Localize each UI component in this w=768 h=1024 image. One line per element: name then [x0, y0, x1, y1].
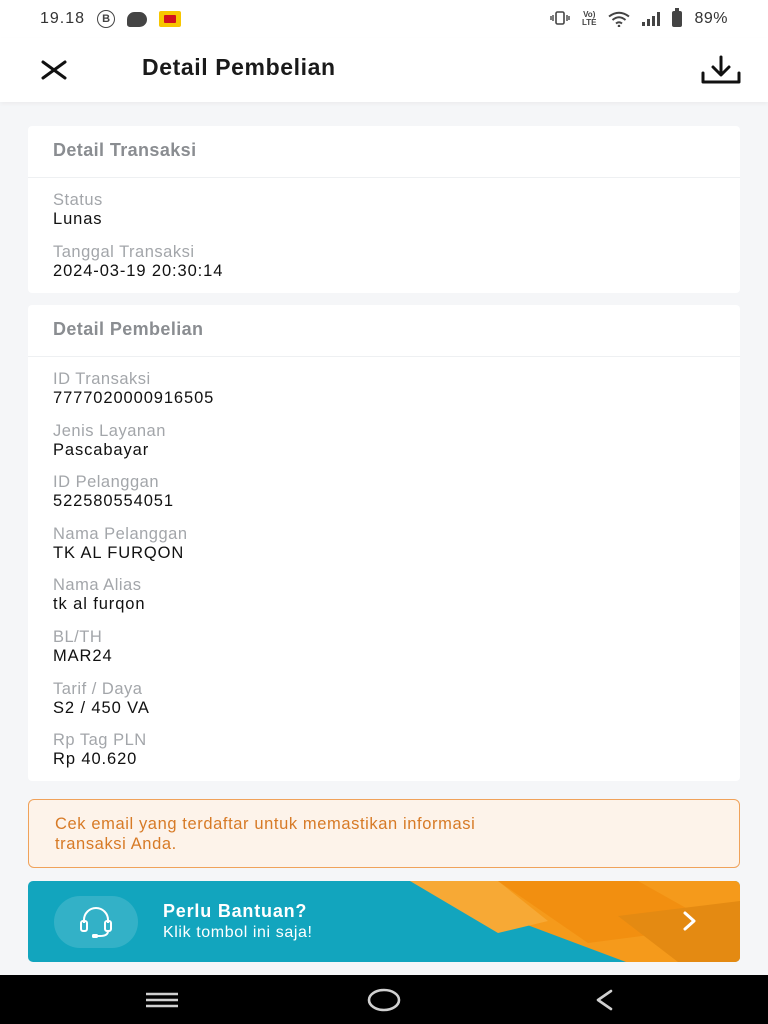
field-label: Nama Pelanggan — [53, 524, 188, 543]
battery-percentage: 89% — [694, 10, 728, 27]
recents-button[interactable] — [142, 985, 182, 1015]
download-button[interactable] — [698, 52, 744, 88]
purchase-detail-card — [28, 305, 740, 781]
status-right — [550, 10, 728, 28]
field-label: ID Pelanggan — [53, 473, 159, 492]
notice-line-1: Cek email yang terdaftar untuk memastikan informasi — [55, 815, 476, 833]
app-bar — [0, 38, 768, 102]
field-value: Rp 40.620 — [53, 750, 138, 769]
help-subtitle: Klik tombol ini saja! — [163, 924, 313, 941]
recents-icon — [144, 990, 180, 1010]
field-label: Status — [53, 191, 103, 209]
field-label: Rp Tag PLN — [53, 731, 147, 750]
field-value: 522580554051 — [53, 492, 174, 511]
field-label: BL/TH — [53, 627, 103, 646]
back-icon — [592, 988, 616, 1012]
page-title: Detail Pembelian — [142, 54, 336, 80]
field-period — [53, 627, 740, 679]
field-service-type — [53, 421, 740, 473]
field-value: Pascabayar — [53, 440, 150, 459]
field-transaction-date — [53, 242, 740, 294]
wifi-icon — [608, 11, 630, 27]
system-nav-bar — [0, 975, 768, 1024]
field-alias-name — [53, 575, 740, 627]
field-value: TK AL FURQON — [53, 543, 185, 562]
field-status — [53, 190, 740, 242]
headset-icon-container — [54, 896, 138, 948]
field-pln-bill — [53, 730, 740, 782]
field-tariff-power — [53, 679, 740, 731]
field-value: MAR24 — [53, 646, 113, 665]
help-title: Perlu Bantuan? — [163, 901, 308, 921]
field-value: 2024-03-19 20:30:14 — [53, 261, 224, 280]
headset-icon — [76, 905, 116, 939]
field-customer-id — [53, 472, 740, 524]
field-value: tk al furqon — [53, 595, 146, 614]
chevron-right-icon — [680, 909, 700, 933]
field-label: ID Transaksi — [53, 370, 151, 388]
field-label: Nama Alias — [53, 576, 142, 595]
field-value: Lunas — [53, 210, 103, 228]
transaction-detail-card — [28, 126, 740, 293]
status-bar — [0, 0, 768, 38]
download-icon — [700, 55, 742, 85]
signal-icon — [642, 12, 660, 26]
field-label: Tarif / Daya — [53, 679, 143, 698]
notice-line-2: transaksi Anda. — [55, 835, 177, 853]
home-icon — [366, 987, 402, 1013]
status-left — [40, 10, 181, 28]
card-body — [28, 357, 740, 782]
vibrate-icon — [550, 11, 570, 28]
field-label: Jenis Layanan — [53, 421, 166, 440]
field-label: Tanggal Transaksi — [53, 242, 195, 261]
close-button[interactable] — [36, 54, 72, 86]
field-transaction-id — [53, 369, 740, 421]
card-body — [28, 178, 740, 293]
chat-icon — [127, 12, 147, 27]
close-icon — [40, 60, 68, 80]
card-title: Detail Pembelian — [28, 305, 740, 357]
status-time: 19.18 — [40, 10, 86, 27]
field-value: 7777020000916505 — [53, 389, 215, 407]
field-value: S2 / 450 VA — [53, 698, 150, 717]
home-button[interactable] — [364, 985, 404, 1015]
field-customer-name — [53, 524, 740, 576]
battery-icon — [672, 11, 682, 27]
b-circle-icon: B — [97, 10, 115, 28]
back-button[interactable] — [584, 985, 624, 1015]
email-notice — [28, 799, 740, 868]
app-icon — [159, 11, 181, 27]
volte-icon: Vo) LTE — [581, 10, 597, 27]
card-title: Detail Transaksi — [28, 126, 740, 178]
help-banner-button[interactable] — [28, 881, 740, 962]
